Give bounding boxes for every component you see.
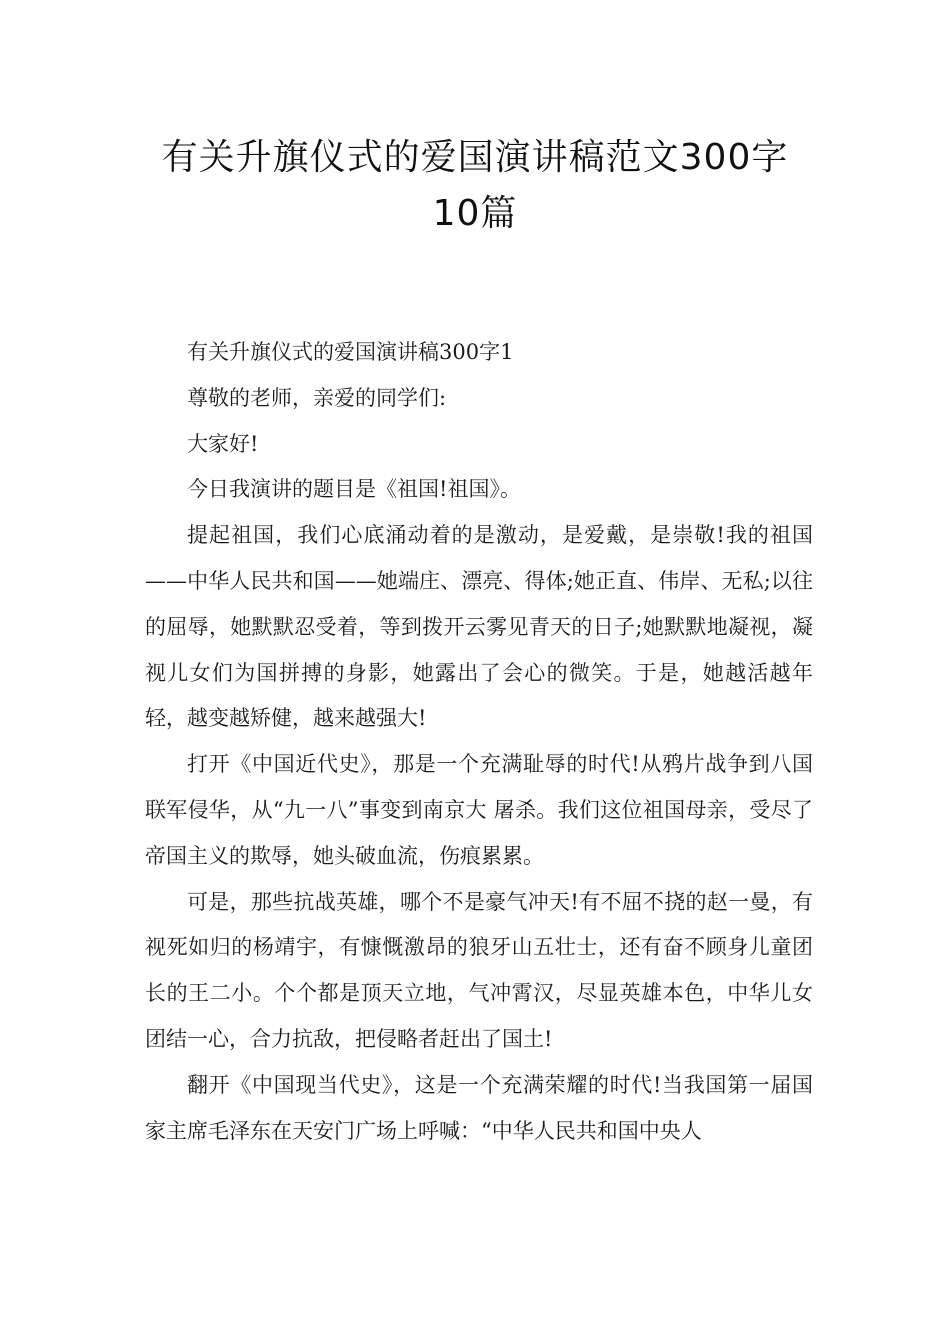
speech-topic: 今日我演讲的题目是《祖国!祖国》。 (187, 477, 521, 502)
greeting: 大家好! (187, 431, 259, 456)
body-paragraph: 打开《中国近代史》，那是一个充满耻辱的时代!从鸦片战争到八国联军侵华，从“九一八”事变到南京大 屠杀。我们这位祖国母亲，受尽了帝国主义的欺辱，她头破血流，伤痕累累。 (145, 752, 813, 868)
body-paragraph: 可是，那些抗战英雄，哪个不是豪气冲天!有不屈不挠的赵一曼，有视死如归的杨靖宇，有慷慨激昂的狼牙山五壮士，还有奋不顾身儿童团长的王二小。个个都是顶天立地，气冲霄汉，尽显英雄本色，中华儿女团结一心，合力抗敌，把侵略者赶出了国土! (145, 889, 813, 1051)
document-body (145, 330, 813, 1154)
title-line-1: 有关升旗仪式的爱国演讲稿范文300字 (161, 137, 789, 178)
body-paragraph: 提起祖国，我们心底涌动着的是激动，是爱戴，是崇敬!我的祖国——中华人民共和国——她端庄、漂亮、得体;她正直、伟岸、无私;以往的屈辱，她默默忍受着，等到拨开云雾见青天的日子;她默默地凝视，凝视儿女们为国拼搏的身影，她露出了会心的微笑。于是，她越活越年轻，越变越矫健，越来越强大! (145, 523, 813, 731)
document-title (120, 130, 830, 242)
body-paragraph: 翻开《中国现当代史》，这是一个充满荣耀的时代!当我国第一届国家主席毛泽东在天安门广场上呼喊：“中华人民共和国中央人 (145, 1072, 813, 1143)
salutation: 尊敬的老师，亲爱的同学们: (187, 385, 447, 410)
title-line-2: 10篇 (432, 193, 518, 234)
section-heading: 有关升旗仪式的爱国演讲稿300字1 (187, 340, 514, 364)
